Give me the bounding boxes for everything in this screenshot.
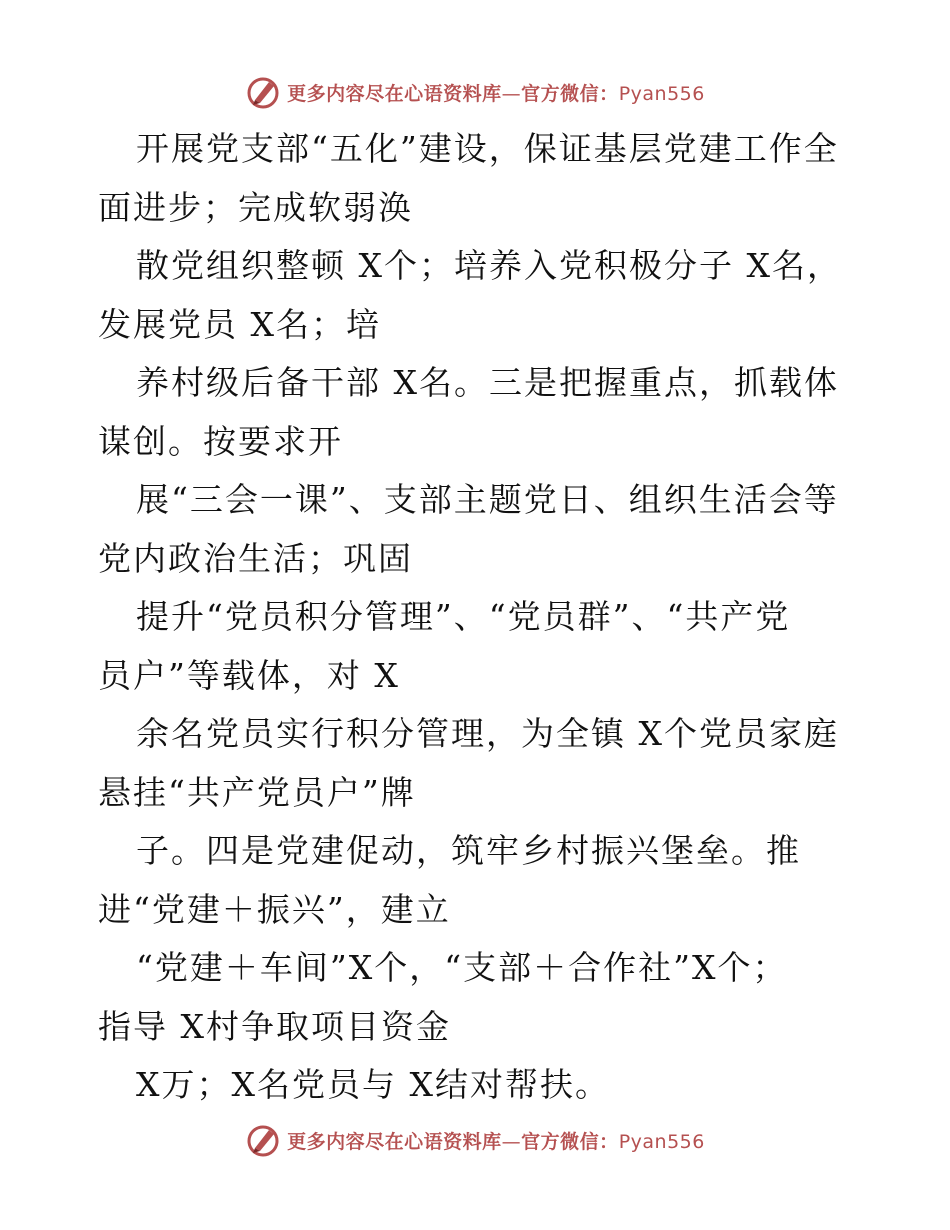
paragraph-line: 员户”等载体，对 X <box>98 655 400 695</box>
paragraph-line: 开展党支部“五化”建设，保证基层党建工作全 <box>136 129 839 168</box>
paragraph-line: X万；X名党员与 X结对帮扶。 <box>136 1065 610 1104</box>
paragraph-line: 谋创。按要求开 <box>98 421 343 461</box>
watermark-text <box>287 1127 705 1154</box>
pen-circle-logo-icon <box>245 1122 281 1158</box>
watermark-wechat-label: 官方微信： <box>521 82 619 105</box>
paragraph-line: 子。四是党建促动，筑牢乡村振兴堡垒。推 <box>136 831 801 870</box>
watermark-wechat-id: Pyan556 <box>618 82 705 105</box>
paragraph-line: 党内政治生活；巩固 <box>98 538 413 578</box>
paragraph-line: 悬挂“共产党员户”牌 <box>98 772 416 812</box>
header-watermark <box>0 72 950 112</box>
paragraph-line: 散党组织整顿 X个；培养入党积极分子 X名， <box>136 246 842 285</box>
watermark-wechat-label: 官方微信： <box>521 1130 619 1153</box>
paragraph-line: “党建＋车间”X个，“支部＋合作社”X个； <box>136 948 788 987</box>
watermark-main: 更多内容尽在心语资料库 <box>287 1130 502 1153</box>
paragraph-line: 指导 X村争取项目资金 <box>98 1006 451 1046</box>
watermark-text <box>287 79 705 106</box>
footer-watermark <box>0 1120 950 1160</box>
watermark-dash: — <box>501 1130 522 1153</box>
pen-circle-logo-icon <box>245 74 281 110</box>
watermark-main: 更多内容尽在心语资料库 <box>287 82 502 105</box>
paragraph-line: 养村级后备干部 X名。三是把握重点，抓载体 <box>136 363 839 402</box>
document-body <box>98 120 858 1115</box>
paragraph-line: 展“三会一课”、支部主题党日、组织生活会等 <box>136 480 839 519</box>
paragraph-line: 面进步；完成软弱涣 <box>98 187 413 227</box>
paragraph-line: 余名党员实行积分管理，为全镇 X个党员家庭 <box>136 714 839 753</box>
watermark-wechat-id: Pyan556 <box>618 1130 705 1153</box>
paragraph-line: 发展党员 X名；培 <box>98 304 381 344</box>
paragraph-line: 提升“党员积分管理”、“党员群”、“共产党 <box>136 597 791 636</box>
watermark-dash: — <box>501 82 522 105</box>
paragraph-line: 进“党建＋振兴”，建立 <box>98 889 451 929</box>
